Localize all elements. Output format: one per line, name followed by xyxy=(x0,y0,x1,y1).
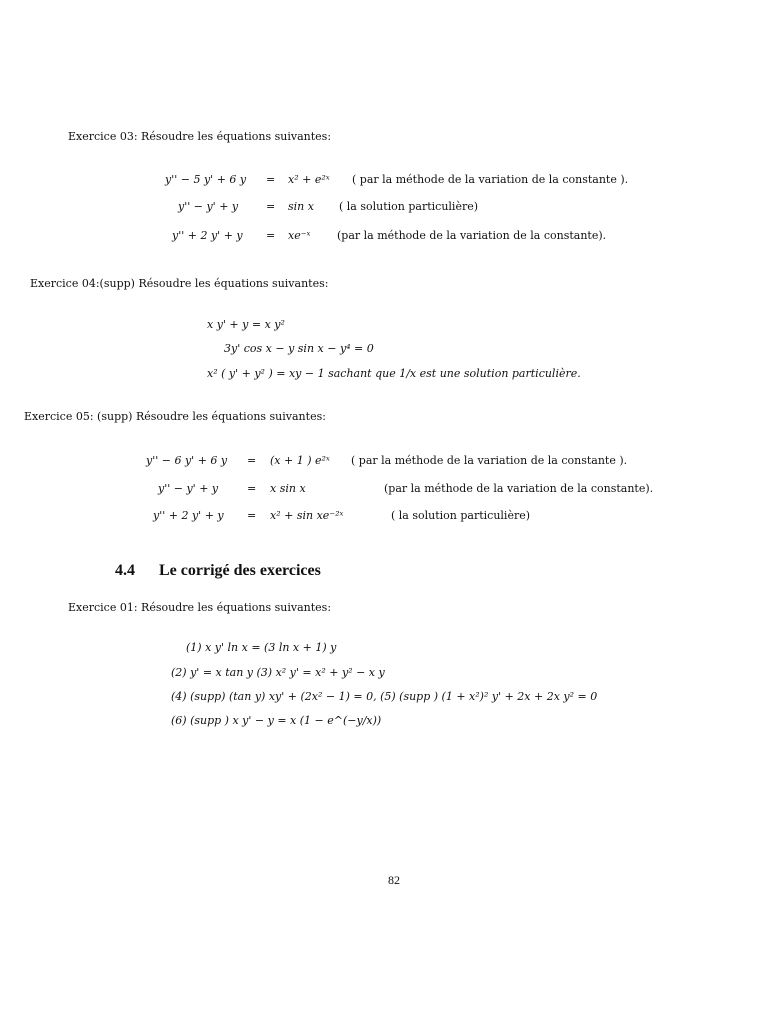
ex03-eq1-equals: = xyxy=(266,173,276,186)
ex03-eq3-rhs: xe⁻ˣ xyxy=(288,229,311,242)
ex04-eq1: x y' + y = x y² xyxy=(207,318,285,331)
ex03-eq3-equals: = xyxy=(266,229,276,242)
ex05-eq1-rhs: (x + 1 ) e²ˣ xyxy=(270,454,330,467)
ex03-eq1-note: ( par la méthode de la variation de la constante ). xyxy=(352,173,629,186)
ex05-eq2-lhs: y'' − y' + y xyxy=(158,482,219,495)
ex03-eq3-lhs: y'' + 2 y' + y xyxy=(172,229,243,242)
page-number: 82 xyxy=(388,873,400,887)
exercise-03-title: Exercice 03: Résoudre les équations suivantes: xyxy=(68,130,332,143)
ex03-eq2-note: ( la solution particulière) xyxy=(339,200,479,213)
ex03-eq2-equals: = xyxy=(266,200,276,213)
section-number: 4.4 xyxy=(115,562,135,579)
ex03-eq1-rhs: x² + e²ˣ xyxy=(288,173,330,186)
ex05-eq1-lhs: y'' − 6 y' + 6 y xyxy=(146,454,228,467)
ex03-eq2-lhs: y'' − y' + y xyxy=(178,200,239,213)
section-heading xyxy=(115,562,321,580)
ex05-eq2-note: (par la méthode de la variation de la constante). xyxy=(384,482,654,495)
ex05-eq1-equals: = xyxy=(247,454,257,467)
ex05-eq3-rhs: x² + sin xe⁻²ˣ xyxy=(270,509,344,522)
ex03-eq1-lhs: y'' − 5 y' + 6 y xyxy=(165,173,247,186)
exercise-04-title: Exercice 04:(supp) Résoudre les équations suivantes: xyxy=(30,277,329,290)
section-title: Le corrigé des exercices xyxy=(159,562,321,579)
ex05-eq2-rhs: x sin x xyxy=(270,482,306,495)
ex01-line3: (4) (supp) (tan y) xy' + (2x² − 1) = 0, (5) (supp ) (1 + x²)² y' + 2x + 2x y² = 0 xyxy=(171,690,598,703)
ex04-eq2: 3y' cos x − y sin x − y⁴ = 0 xyxy=(224,342,374,355)
exercise-01-title: Exercice 01: Résoudre les équations suivantes: xyxy=(68,601,332,614)
ex05-eq2-equals: = xyxy=(247,482,257,495)
ex01-line4: (6) (supp ) x y' − y = x (1 − e^(−y/x)) xyxy=(171,714,382,727)
ex03-eq2-rhs: sin x xyxy=(288,200,314,213)
ex05-eq3-lhs: y'' + 2 y' + y xyxy=(153,509,224,522)
ex05-eq1-note: ( par la méthode de la variation de la constante ). xyxy=(351,454,628,467)
exercise-05-title: Exercice 05: (supp) Résoudre les équations suivantes: xyxy=(24,410,326,423)
ex03-eq3-note: (par la méthode de la variation de la constante). xyxy=(337,229,607,242)
ex04-eq3: x² ( y' + y² ) = xy − 1 sachant que 1/x est une solution particulière. xyxy=(207,367,581,380)
ex05-eq3-note: ( la solution particulière) xyxy=(391,509,531,522)
ex05-eq3-equals: = xyxy=(247,509,257,522)
ex01-line2: (2) y' = x tan y (3) x² y' = x² + y² − x y xyxy=(171,666,385,679)
ex01-line1: (1) x y' ln x = (3 ln x + 1) y xyxy=(186,641,337,654)
